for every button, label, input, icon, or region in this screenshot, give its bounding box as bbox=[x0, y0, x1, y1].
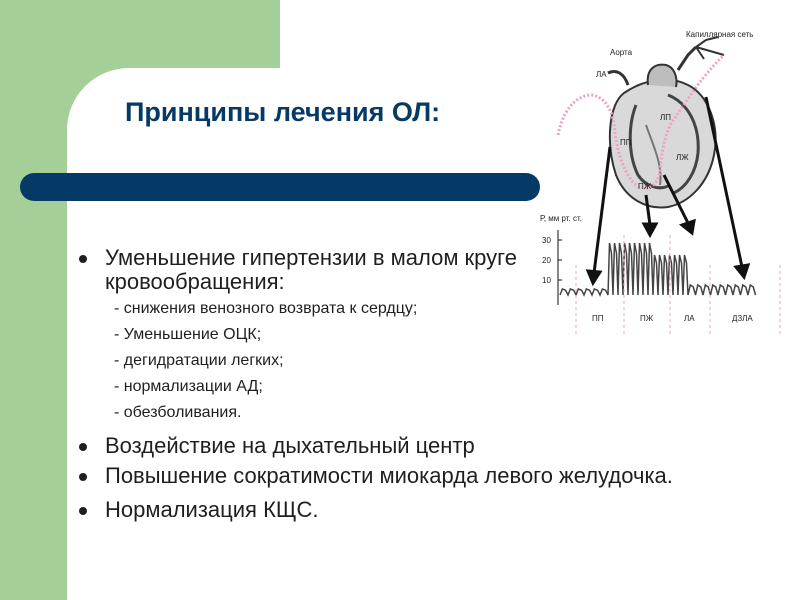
label-aorta: Аорта bbox=[610, 48, 633, 57]
title-divider-bar bbox=[20, 173, 540, 201]
sub-bullet-item: - обезболивания. bbox=[114, 404, 242, 421]
ytick-label: 10 bbox=[542, 276, 551, 285]
label-la-artery: ЛА bbox=[596, 70, 607, 79]
section-label: ПП bbox=[592, 314, 604, 323]
heart-catheter-diagram bbox=[528, 25, 800, 345]
bullet-item: Воздействие на дыхательный центр bbox=[76, 434, 676, 458]
pressure-trace bbox=[560, 243, 756, 295]
chart-ylabel: Р, мм рт. ст. bbox=[540, 214, 582, 223]
sub-bullet-item: - Уменьшение ОЦК; bbox=[114, 326, 262, 343]
ytick-label: 30 bbox=[542, 236, 551, 245]
slide-title: Принципы лечения ОЛ: bbox=[125, 97, 441, 127]
label-left-atrium: ЛП bbox=[660, 113, 671, 122]
section-label: ПЖ bbox=[640, 314, 654, 323]
label-right-atrium: ПП bbox=[620, 138, 632, 147]
label-right-ventricle: ПЖ bbox=[638, 182, 652, 191]
sub-bullet-item: - снижения венозного возврата к сердцу; bbox=[114, 300, 418, 317]
label-left-ventricle: ЛЖ bbox=[676, 153, 689, 162]
sub-bullet-item: - дегидратации легких; bbox=[114, 352, 284, 369]
bullet-item: Нормализация КЩС. bbox=[76, 498, 676, 522]
bullet-item: Повышение сократимости миокарда левого желудочка. bbox=[76, 464, 676, 488]
ytick-label: 20 bbox=[542, 256, 551, 265]
section-label: ЛА bbox=[684, 314, 695, 323]
section-label: ДЗЛА bbox=[732, 314, 753, 323]
sub-bullet-item: - нормализации АД; bbox=[114, 378, 263, 395]
label-capillary: Капиллярная сеть bbox=[686, 30, 754, 39]
bullet-item: Уменьшение гипертензии в малом круге кровообращения: bbox=[76, 246, 676, 294]
